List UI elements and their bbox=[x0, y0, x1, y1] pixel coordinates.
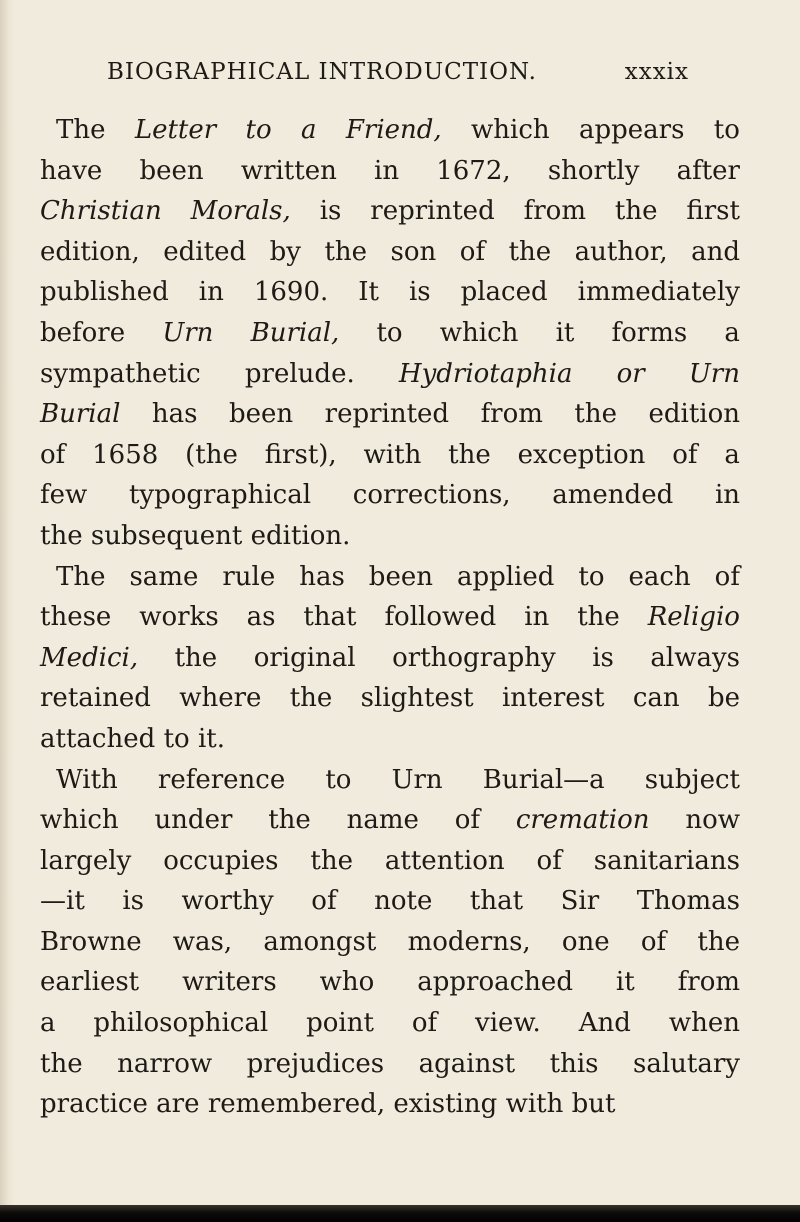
word: from bbox=[523, 196, 586, 227]
word: followed bbox=[384, 602, 497, 633]
italic-word: Hydriotaphia bbox=[398, 358, 573, 389]
word: appears bbox=[579, 115, 685, 145]
word: practice bbox=[40, 1089, 148, 1120]
word: earliest bbox=[40, 967, 140, 998]
italic-word: Christian bbox=[40, 196, 162, 227]
word: Urn bbox=[391, 764, 443, 795]
word: of bbox=[411, 1008, 438, 1039]
word: the bbox=[448, 439, 491, 470]
word: which bbox=[471, 115, 550, 145]
text-line bbox=[40, 232, 740, 273]
word: point bbox=[306, 1008, 374, 1039]
word: reprinted bbox=[324, 399, 450, 430]
text-line bbox=[40, 719, 740, 760]
word: to bbox=[578, 561, 605, 592]
word: a bbox=[724, 317, 740, 348]
word: corrections, bbox=[352, 480, 511, 511]
word: name bbox=[346, 805, 419, 836]
word: immediately bbox=[577, 277, 740, 308]
word: is bbox=[122, 886, 144, 917]
word: (the bbox=[185, 439, 238, 470]
word: same bbox=[129, 561, 199, 592]
word: note bbox=[374, 886, 433, 917]
word: a bbox=[724, 439, 740, 470]
word: the bbox=[174, 642, 218, 673]
word: existing bbox=[393, 1089, 498, 1120]
word: of bbox=[714, 561, 740, 592]
word: from bbox=[480, 399, 543, 430]
word: before bbox=[40, 317, 126, 348]
word: to bbox=[713, 115, 740, 145]
word: attached bbox=[40, 723, 156, 754]
word: original bbox=[253, 642, 356, 673]
text-line bbox=[40, 841, 740, 882]
word: in bbox=[524, 602, 550, 633]
word: narrow bbox=[117, 1048, 213, 1079]
text-line bbox=[40, 354, 740, 395]
word: of bbox=[640, 926, 667, 957]
word: with bbox=[505, 1089, 564, 1120]
word: edited bbox=[163, 236, 247, 267]
word: Sir bbox=[560, 886, 600, 917]
word: each bbox=[628, 561, 691, 592]
italic-word: Urn bbox=[688, 358, 740, 389]
word: The bbox=[56, 561, 106, 592]
word: to bbox=[163, 723, 190, 754]
word: the bbox=[697, 926, 740, 957]
gutter-shadow bbox=[0, 0, 14, 1222]
word: moderns, bbox=[407, 926, 531, 957]
word: has bbox=[299, 561, 345, 592]
text-line bbox=[40, 597, 740, 638]
word: approached bbox=[417, 967, 573, 998]
word: orthography bbox=[392, 642, 556, 673]
word: in bbox=[198, 277, 224, 308]
word: the bbox=[268, 805, 311, 836]
text-line bbox=[40, 922, 740, 963]
word: interest bbox=[501, 683, 605, 714]
word: one bbox=[561, 926, 610, 957]
word: subject bbox=[644, 764, 740, 795]
word: edition. bbox=[250, 520, 351, 551]
text-line bbox=[40, 881, 740, 922]
italic-word: Burial bbox=[40, 399, 121, 430]
text-line bbox=[40, 516, 740, 557]
word: 1690. bbox=[253, 277, 329, 308]
word: this bbox=[549, 1048, 599, 1079]
word: that bbox=[469, 886, 524, 917]
word: amongst bbox=[263, 926, 377, 957]
text-line bbox=[40, 557, 740, 598]
word: subsequent bbox=[90, 520, 243, 551]
word: forms bbox=[611, 317, 688, 348]
word: retained bbox=[40, 683, 151, 714]
word: The bbox=[56, 115, 106, 145]
word: occupies bbox=[163, 845, 279, 876]
italic-word: Letter bbox=[134, 115, 217, 145]
word: the bbox=[310, 845, 353, 876]
word: of bbox=[459, 236, 486, 267]
word: rule bbox=[222, 561, 276, 592]
text-line bbox=[40, 394, 740, 435]
word: now bbox=[685, 805, 740, 836]
word: that bbox=[303, 602, 357, 633]
text-line bbox=[40, 151, 740, 192]
italic-word: Medici, bbox=[40, 642, 139, 673]
word: applied bbox=[456, 561, 555, 592]
word: edition, bbox=[40, 236, 140, 267]
word: in bbox=[714, 480, 740, 511]
word: the bbox=[289, 683, 333, 714]
text-line bbox=[40, 1003, 740, 1044]
page-bottom-edge bbox=[0, 1205, 800, 1222]
word: first bbox=[686, 196, 740, 227]
word: author, bbox=[574, 236, 668, 267]
word: —it bbox=[40, 886, 85, 917]
text-line bbox=[40, 191, 740, 232]
word: after bbox=[676, 155, 740, 186]
word: shortly bbox=[547, 155, 640, 186]
word: remembered, bbox=[207, 1089, 386, 1120]
word: written bbox=[240, 155, 337, 186]
italic-word: a bbox=[301, 115, 317, 145]
text-line bbox=[40, 678, 740, 719]
word: view. bbox=[475, 1008, 541, 1039]
word: which bbox=[439, 317, 519, 348]
word: amended bbox=[552, 480, 674, 511]
word: where bbox=[179, 683, 262, 714]
text-line bbox=[40, 800, 740, 841]
word: to bbox=[325, 764, 352, 795]
text-line bbox=[40, 475, 740, 516]
word: the bbox=[577, 602, 620, 633]
word: worthy bbox=[181, 886, 274, 917]
word: slightest bbox=[360, 683, 474, 714]
word: as bbox=[246, 602, 276, 633]
word: works bbox=[139, 602, 219, 633]
word: which bbox=[40, 805, 119, 836]
word: the bbox=[324, 236, 368, 267]
word: by bbox=[269, 236, 301, 267]
word: sympathetic bbox=[40, 358, 201, 389]
word: be bbox=[707, 683, 740, 714]
word: always bbox=[650, 642, 740, 673]
word: sanitarians bbox=[593, 845, 740, 876]
word: the bbox=[40, 520, 83, 551]
word: the bbox=[40, 1048, 83, 1079]
italic-word: Morals, bbox=[190, 196, 291, 227]
word: With bbox=[56, 764, 118, 795]
word: with bbox=[363, 439, 422, 470]
page-number: xxxix bbox=[624, 59, 689, 85]
word: have bbox=[40, 155, 103, 186]
italic-word: Religio bbox=[647, 602, 740, 633]
word: son bbox=[390, 236, 437, 267]
word: it bbox=[555, 317, 575, 348]
word: prejudices bbox=[246, 1048, 385, 1079]
running-header bbox=[107, 59, 689, 89]
word: been bbox=[228, 399, 294, 430]
word: writers bbox=[182, 967, 277, 998]
word: but bbox=[571, 1089, 616, 1120]
word: 1658 bbox=[92, 439, 159, 470]
text-line bbox=[40, 1044, 740, 1085]
word: of bbox=[536, 845, 562, 876]
italic-word: to bbox=[245, 115, 272, 145]
word: attention bbox=[384, 845, 505, 876]
word: is bbox=[592, 642, 614, 673]
word: when bbox=[668, 1008, 740, 1039]
word: prelude. bbox=[244, 358, 355, 389]
text-line bbox=[40, 272, 740, 313]
word: edition bbox=[648, 399, 740, 430]
word: the bbox=[574, 399, 617, 430]
word: can bbox=[632, 683, 680, 714]
word: these bbox=[40, 602, 112, 633]
word: Burial—a bbox=[482, 764, 605, 795]
text-line bbox=[40, 435, 740, 476]
italic-word: cremation bbox=[515, 805, 650, 836]
word: Thomas bbox=[636, 886, 740, 917]
word: it bbox=[615, 967, 635, 998]
word: of bbox=[672, 439, 698, 470]
word: Browne bbox=[40, 926, 142, 957]
word: exception bbox=[517, 439, 646, 470]
word: of bbox=[311, 886, 337, 917]
word: is bbox=[408, 277, 431, 308]
word: first), bbox=[264, 439, 337, 470]
word: is bbox=[319, 196, 342, 227]
word: against bbox=[418, 1048, 516, 1079]
italic-word: Burial, bbox=[250, 317, 340, 348]
word: few bbox=[40, 480, 88, 511]
text-line bbox=[40, 110, 740, 151]
word: reprinted bbox=[370, 196, 495, 227]
word: It bbox=[358, 277, 379, 308]
word: to bbox=[376, 317, 403, 348]
text-line bbox=[40, 1084, 740, 1125]
word: placed bbox=[460, 277, 548, 308]
word: of bbox=[40, 439, 66, 470]
word: published bbox=[40, 277, 169, 308]
italic-word: or bbox=[616, 358, 645, 389]
text-line bbox=[40, 962, 740, 1003]
word: And bbox=[578, 1008, 631, 1039]
word: the bbox=[614, 196, 658, 227]
word: reference bbox=[157, 764, 286, 795]
word: been bbox=[139, 155, 204, 186]
body-text bbox=[40, 110, 740, 1125]
word: typographical bbox=[128, 480, 312, 511]
word: philosophical bbox=[93, 1008, 269, 1039]
word: and bbox=[691, 236, 740, 267]
text-line bbox=[40, 760, 740, 801]
word: it. bbox=[197, 723, 226, 754]
text-line bbox=[40, 313, 740, 354]
italic-word: Urn bbox=[162, 317, 214, 348]
running-title: BIOGRAPHICAL INTRODUCTION. bbox=[107, 59, 537, 85]
italic-word: Friend, bbox=[345, 115, 442, 145]
word: from bbox=[677, 967, 740, 998]
word: the bbox=[508, 236, 552, 267]
word: under bbox=[154, 805, 233, 836]
word: a bbox=[40, 1008, 56, 1039]
word: was, bbox=[172, 926, 233, 957]
word: in bbox=[374, 155, 400, 186]
word: largely bbox=[40, 845, 132, 876]
word: of bbox=[454, 805, 480, 836]
word: has bbox=[151, 399, 198, 430]
word: salutary bbox=[632, 1048, 740, 1079]
word: 1672, bbox=[436, 155, 511, 186]
word: are bbox=[156, 1089, 200, 1120]
word: been bbox=[368, 561, 433, 592]
text-line bbox=[40, 638, 740, 679]
word: who bbox=[319, 967, 375, 998]
